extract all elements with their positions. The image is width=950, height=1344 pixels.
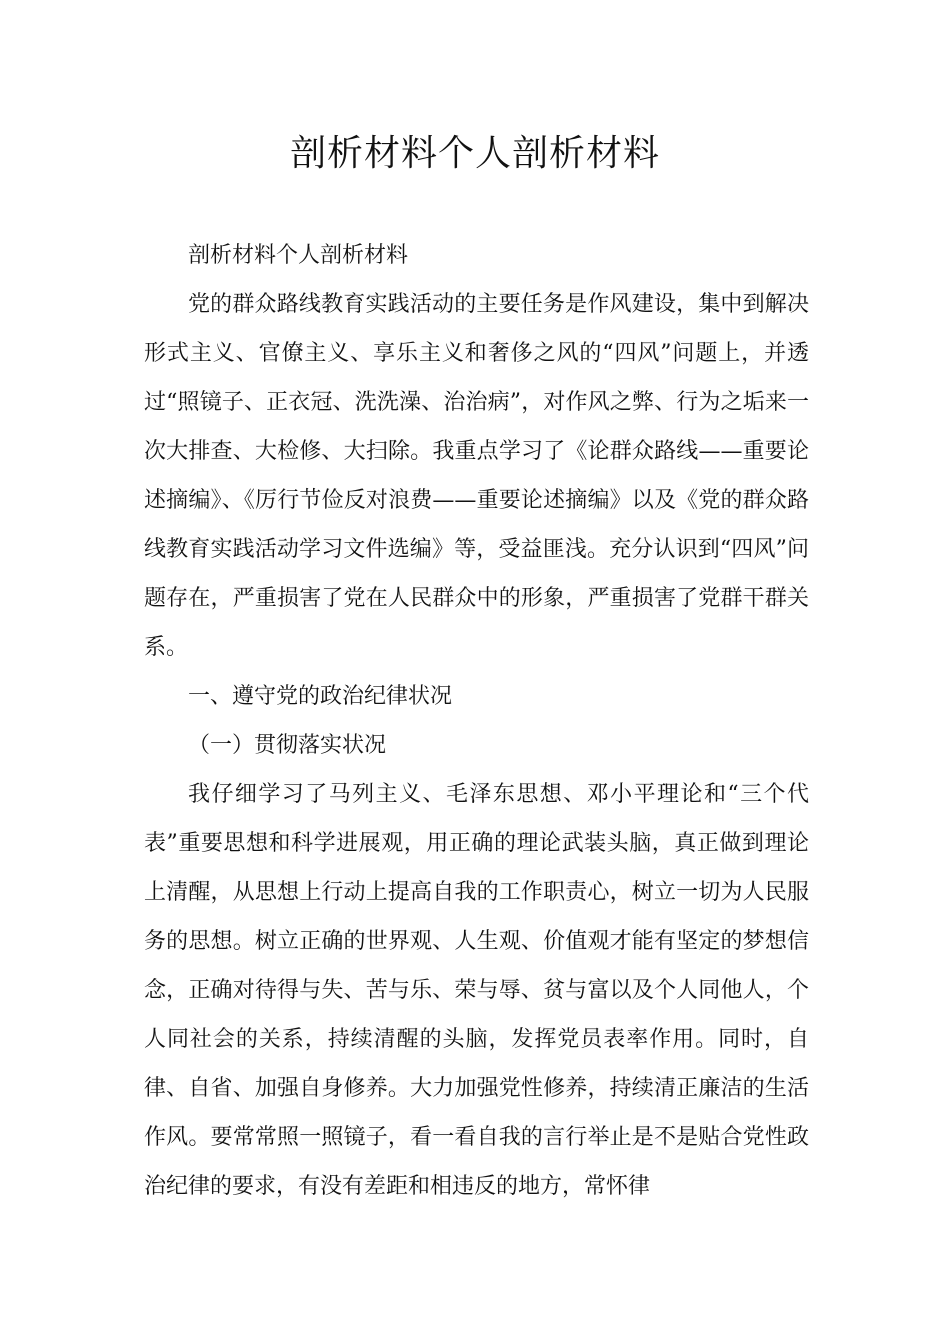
paragraph-subtitle: 剖析材料个人剖析材料 — [188, 243, 409, 268]
paragraph-body: 我仔细学习了马列主义、毛泽东思想、邓小平理论和“三个代表”重要思想和科学进展观，用正确的理论武装头脑，真正做到理论上清醒，从思想上行动上提高自我的工作职责心，树立一切为人民服务的思想。树立正确的世界观、人生观、价值观才能有坚定的梦想信念，正确对待得与失、苦与乐、荣与辱、贫与富以及个人同他人，个人同社会的关系，持续清醒的头脑，发挥党员表率作用。同时，自律、自省、加强自身修养。大力加强党性修养，持续清正廉洁的生活作风。要常常照一照镜子，看一看自我的言行举止是不是贴合党性政治纪律的要求，有没有差距和相违反的地方，常怀律 — [144, 782, 809, 1199]
subsection-heading: （一）贯彻落实状况 — [188, 733, 387, 758]
paragraph-intro: 党的群众路线教育实践活动的主要任务是作风建设，集中到解决形式主义、官僚主义、享乐主义和奢侈之风的“四风”问题上，并透过“照镜子、正衣冠、洗洗澡、治治病”，对作风之弊、行为之垢来一次大排查、大检修、大扫除。我重点学习了《论群众路线——重要论述摘编》、《厉行节俭反对浪费——重要论述摘编》以及《党的群众路线教育实践活动学习文件选编》等，受益匪浅。充分认识到“四风”问题存在，严重损害了党在人民群众中的形象，严重损害了党群干群关系。 — [144, 292, 809, 660]
section-heading: 一、遵守党的政治纪律状况 — [188, 684, 453, 709]
document-body — [144, 231, 809, 1211]
document-title: 剖析材料个人剖析材料 — [289, 133, 660, 174]
